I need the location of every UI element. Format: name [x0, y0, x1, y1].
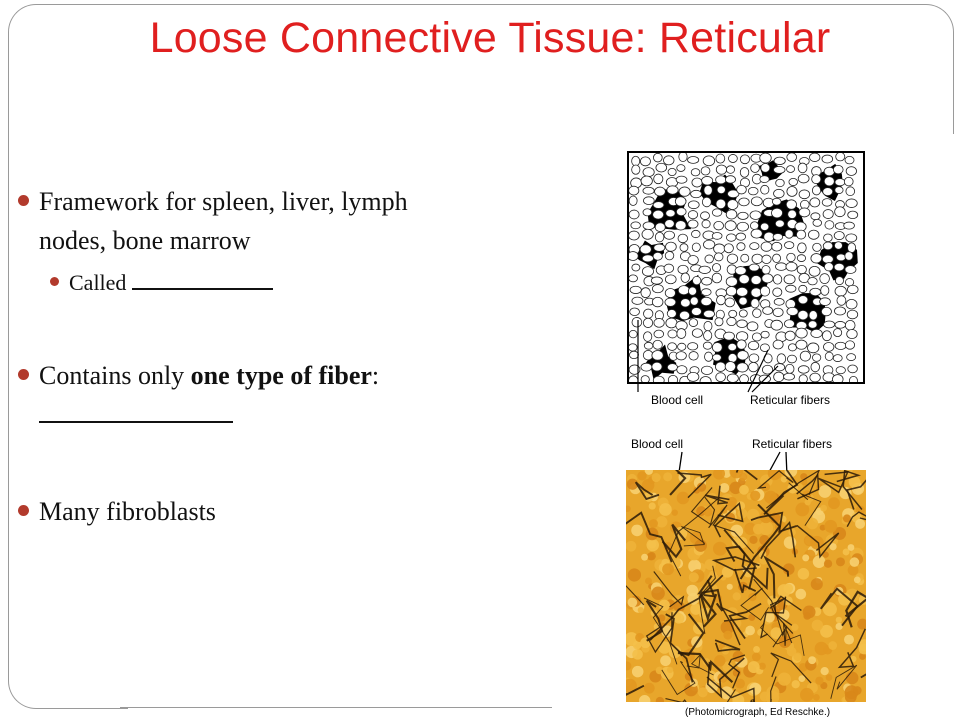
slide-frame-bottom: [120, 707, 552, 708]
sub-bullet-dot: [50, 277, 59, 286]
bullet-dot: [18, 195, 29, 206]
caption-reticular-fibers-bottom: Reticular fibers: [752, 437, 833, 451]
bullet-framework: [18, 182, 498, 260]
bullet-fiber-bold: one type of fiber: [190, 361, 372, 390]
bullet-fiber-post: :: [371, 361, 380, 390]
slide-title: Loose Connective Tissue: Reticular: [149, 14, 831, 62]
reticular-tissue-drawing: [627, 151, 865, 384]
bullet-list: [18, 182, 498, 531]
bullet-framework-line1: Framework for spleen, liver, lymph: [39, 187, 408, 216]
photo-credit: (Photomicrograph, Ed Reschke.): [685, 707, 831, 718]
bullet-fibroblasts-text: Many fibroblasts: [39, 497, 216, 526]
bullet-fiber-type: [18, 356, 498, 434]
bullet-fiber-pre: Contains only: [39, 361, 191, 390]
reticular-tissue-micrograph: [626, 470, 866, 702]
sub-bullet-called-text: Called: [69, 270, 127, 295]
bullet-framework-line2: nodes, bone marrow: [39, 226, 251, 255]
caption-blood-cell-top: Blood cell: [651, 393, 704, 407]
fill-in-blank-1: [132, 266, 273, 290]
fill-in-blank-2: [39, 399, 233, 423]
sub-bullet-called: [18, 266, 498, 298]
caption-reticular-fibers-top: Reticular fibers: [750, 393, 831, 407]
caption-blood-cell-bottom: Blood cell: [631, 437, 684, 451]
bullet-dot: [18, 505, 29, 516]
drawing-svg: [629, 153, 863, 382]
bullet-dot: [18, 369, 29, 380]
micrograph-svg: [626, 470, 866, 702]
bullet-fibroblasts: [18, 492, 498, 531]
